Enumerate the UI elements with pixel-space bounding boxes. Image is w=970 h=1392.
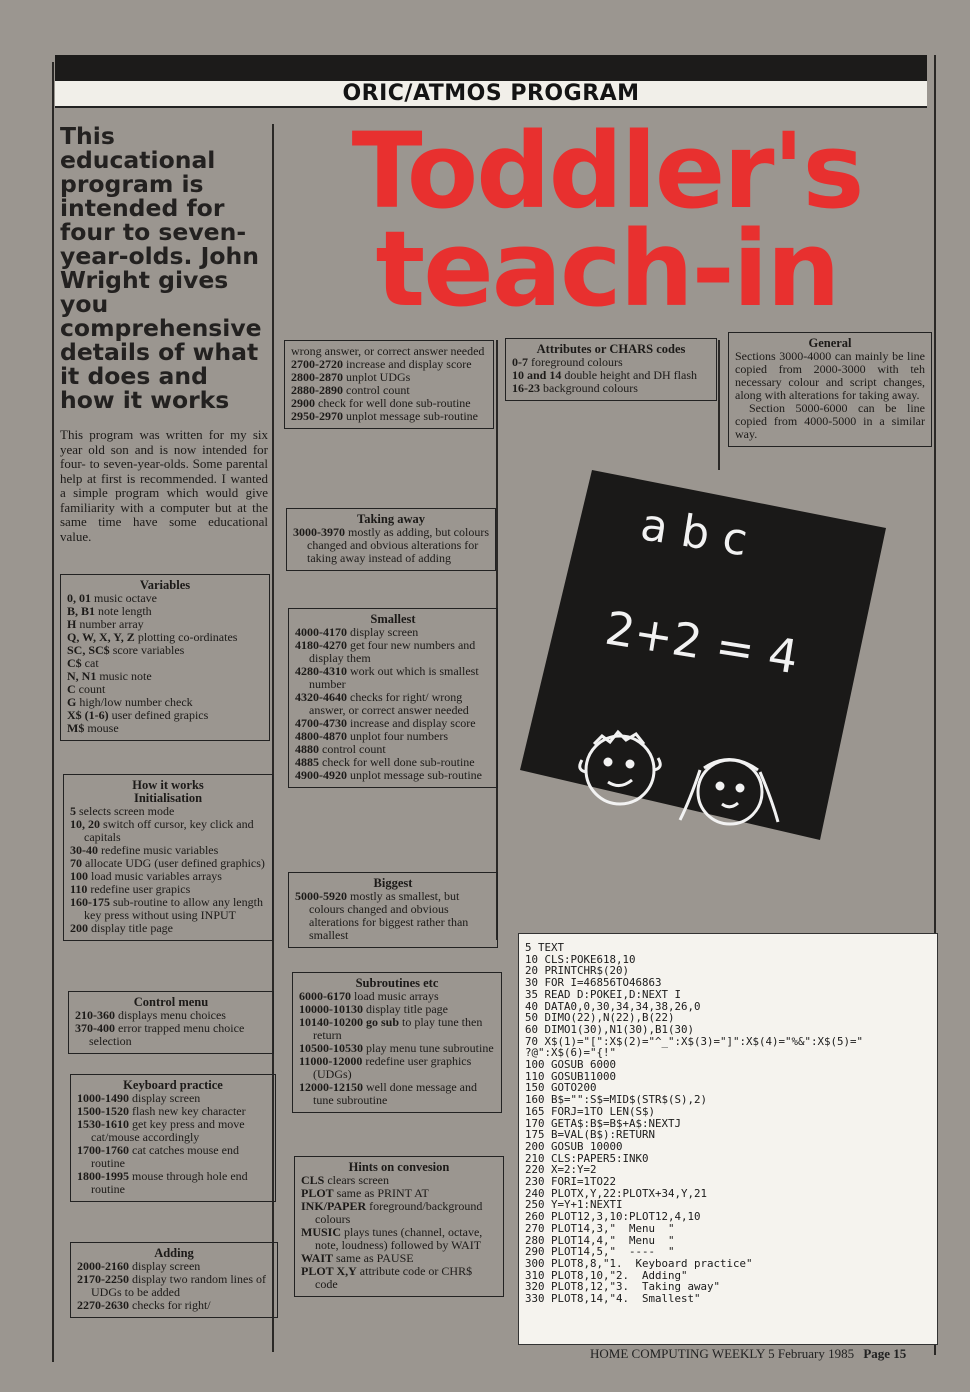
list-entry (70, 818, 266, 844)
entry-key: PLOT X,Y (301, 1264, 357, 1278)
list-entry (295, 691, 491, 717)
entry-key: 0-7 (512, 355, 528, 369)
entry-text: redefine music variables (98, 843, 219, 857)
blackboard-svg (520, 470, 900, 840)
control-menu-title: Control menu (133, 995, 209, 1009)
entry-key: 2700-2720 (291, 357, 343, 371)
entry-text: double height and DH flash (561, 368, 697, 382)
entry-key: 4320-4640 (295, 690, 347, 704)
list-entry (77, 1170, 269, 1196)
entry-key: 3000-3970 (293, 525, 345, 539)
entry-key: 2800-2870 (291, 370, 343, 384)
entry-key: 5000-5920 (295, 889, 347, 903)
taking-away-title: Taking away (357, 512, 425, 526)
entry-text: unplot four numbers (347, 729, 448, 743)
entry-key: 160-175 (70, 895, 110, 909)
how-it-works-list (70, 805, 266, 935)
entry-key: H (67, 617, 77, 631)
code-line: 40 DATA0,0,30,34,34,38,26,0 (525, 999, 701, 1013)
entry-text: get key press and move cat/mouse accordingly (91, 1117, 245, 1144)
adding-continued-box (284, 340, 494, 429)
code-line: 30 FOR I=46856TO46863 (525, 976, 662, 990)
entry-key: 4800-4870 (295, 729, 347, 743)
entry-text: display title page (363, 1002, 448, 1016)
entry-text: mostly as adding, but colours changed and obvious alterations for taking away instead of adding (307, 525, 489, 565)
entry-key: SC, SC$ (67, 643, 110, 657)
entry-key: 0, 01 (67, 591, 91, 605)
biggest-list (295, 890, 491, 942)
entry-key: 30-40 (70, 843, 98, 857)
taking-away-list (293, 526, 489, 565)
list-entry (77, 1299, 271, 1312)
entry-text: mouse (84, 721, 119, 735)
entry-key: 10, 20 (70, 817, 100, 831)
list-entry (67, 722, 263, 735)
entry-text: switch off cursor, key click and capitals (84, 817, 254, 844)
entry-key: MUSIC (301, 1225, 342, 1239)
code-line: 220 X=2:Y=2 (525, 1163, 597, 1177)
keyboard-practice-list (77, 1092, 269, 1196)
entry-key: 4280-4310 (295, 664, 347, 678)
entry-key: INK/PAPER (301, 1199, 367, 1213)
entry-text: number array (76, 617, 144, 631)
entry-text: play menu tune subroutine (363, 1041, 494, 1055)
entry-text: checks for right/ (129, 1298, 211, 1312)
entry-key: 1500-1520 (77, 1104, 129, 1118)
entry-key: PLOT (301, 1186, 334, 1200)
hints-list (301, 1174, 497, 1291)
entry-key: B, B1 (67, 604, 96, 618)
entry-text: user defined grapics (108, 708, 209, 722)
entry-key: 1700-1760 (77, 1143, 129, 1157)
biggest-title: Biggest (373, 876, 413, 890)
code-line: 150 GOTO200 (525, 1081, 597, 1095)
list-entry (301, 1200, 497, 1226)
entry-text: wrong answer, or correct answer needed (291, 344, 485, 358)
entry-key: C (67, 682, 76, 696)
variables-title: Variables (139, 578, 191, 592)
subroutines-list (299, 990, 495, 1107)
title-line-1: Toddler's (351, 110, 863, 232)
entry-text: note length (95, 604, 152, 618)
blackboard-illustration (520, 470, 900, 840)
entry-text: mostly as smallest, but colours changed and obvious alterations for biggest rather than smallest (309, 889, 469, 942)
entry-key: 12000-12150 (299, 1080, 363, 1094)
entry-text: checks for right/ wrong answer, or correct answer needed (309, 690, 469, 717)
list-entry (301, 1226, 497, 1252)
code-line: 170 GETA$:B$=B$+A$:NEXTJ (525, 1116, 682, 1130)
entry-key: 16-23 (512, 381, 540, 395)
article-title (292, 110, 922, 330)
entry-text: high/low number check (76, 695, 193, 709)
entry-text: music note (96, 669, 152, 683)
hints-box (294, 1156, 504, 1297)
entry-key: 10 and 14 (512, 368, 562, 382)
list-entry (512, 382, 710, 395)
entry-text: display screen (347, 625, 419, 639)
list-entry (77, 1144, 269, 1170)
entry-text: load music arrays (351, 989, 439, 1003)
entry-text: unplot message sub-routine (347, 768, 482, 782)
entry-key: 1530-1610 (77, 1117, 129, 1131)
entry-text: sub-routine to allow any length key press without using INPUT (84, 895, 263, 922)
entry-text: control count (319, 742, 386, 756)
entry-text: attribute code or CHR$ code (315, 1264, 473, 1291)
code-line: 160 B$="":S$=MID$(STR$(S),2) (525, 1093, 708, 1107)
entry-text: cat catches mouse end routine (91, 1143, 239, 1170)
entry-text: unplot message sub-routine (343, 409, 478, 423)
attributes-box (505, 338, 717, 401)
entry-key: CLS (301, 1173, 325, 1187)
attributes-title: Attributes or CHARS codes (536, 342, 686, 356)
entry-text: mouse through hole end routine (91, 1169, 248, 1196)
adding-list (77, 1260, 271, 1312)
attributes-list (512, 356, 710, 395)
entry-text: redefine user graphics (UDGs) (313, 1054, 472, 1081)
entry-text: same as PRINT AT (333, 1186, 429, 1200)
title-line-2: teach-in (375, 208, 839, 330)
variables-list (67, 592, 263, 735)
blackboard-sum: 2+2 = 4 (601, 600, 802, 685)
subroutines-title: Subroutines etc (355, 976, 439, 990)
entry-text: work out which is smallest number (309, 664, 479, 691)
general-box (728, 332, 932, 447)
entry-key: 4885 (295, 755, 319, 769)
entry-key: 4000-4170 (295, 625, 347, 639)
list-entry (75, 1022, 267, 1048)
control-menu-box (68, 991, 274, 1054)
entry-text: foreground/background colours (315, 1199, 483, 1226)
hints-title: Hints on convesion (348, 1160, 450, 1174)
entry-text: display title page (88, 921, 173, 935)
code-line: 20 PRINTCHR$(20) (525, 964, 630, 978)
general-para-2: Section 5000-6000 can be line copied from 4000-5000 in a similar way. (735, 401, 925, 441)
code-line: 210 CLS:PAPER5:INK0 (525, 1151, 649, 1165)
entry-key: 100 (70, 869, 88, 883)
intro-heading: This educational program is intended for four to seven-year-olds. John Wright gives you comprehensive details of what it does and how it works (60, 122, 262, 414)
column-rule-left (52, 62, 54, 1362)
entry-key: 6000-6170 (299, 989, 351, 1003)
smallest-title: Smallest (370, 612, 416, 626)
entry-text: increase and display score (343, 357, 472, 371)
entry-key: 2170-2250 (77, 1272, 129, 1286)
entry-text: allocate UDG (user defined graphics) (82, 856, 265, 870)
entry-key: WAIT (301, 1251, 334, 1265)
list-entry (77, 1273, 271, 1299)
code-line: 165 FORJ=1TO LEN(S$) (525, 1104, 656, 1118)
code-line: ?@":X$(6)="{!" (525, 1046, 617, 1060)
entry-text: cat (81, 656, 99, 670)
entry-text: increase and display score (347, 716, 476, 730)
entry-key: 210-360 (75, 1008, 115, 1022)
variables-box (60, 574, 270, 741)
entry-key: 1800-1995 (77, 1169, 129, 1183)
entry-key: 4900-4920 (295, 768, 347, 782)
entry-key: N, N1 (67, 669, 97, 683)
list-entry (295, 639, 491, 665)
entry-text: well done message and tune subroutine (313, 1080, 477, 1107)
code-line: 260 PLOT12,3,10:PLOT12,4,10 (525, 1210, 701, 1224)
blackboard-letters: a b c (637, 499, 751, 567)
entry-text: selects screen mode (76, 804, 175, 818)
page-footer (590, 1346, 906, 1362)
code-line: 290 PLOT14,5," ---- " (525, 1245, 675, 1259)
code-line: 250 Y=Y+1:NEXTI (525, 1198, 623, 1212)
entry-text: plotting co-ordinates (134, 630, 238, 644)
taking-away-box (286, 508, 496, 571)
code-line: 5 TEXT (525, 941, 565, 954)
adding-continued-list (291, 345, 487, 423)
entry-text: clears screen (324, 1173, 389, 1187)
list-entry (299, 1016, 495, 1042)
entry-text: music octave (91, 591, 157, 605)
general-title: General (808, 336, 852, 350)
entry-text: plays tunes (channel, octave, note, loudness) followed by WAIT (315, 1225, 483, 1252)
entry-text: score variables (109, 643, 185, 657)
code-line: 200 GOSUB 10000 (525, 1139, 623, 1153)
entry-text: to play tune then return (313, 1015, 483, 1042)
entry-key: 4180-4270 (295, 638, 347, 652)
entry-text: display screen (129, 1259, 201, 1273)
section-banner: ORIC/ATMOS PROGRAM (55, 81, 927, 108)
entry-key: 4700-4730 (295, 716, 347, 730)
code-line: 10 CLS:POKE618,10 (525, 952, 636, 966)
general-para-1: Sections 3000-4000 can mainly be line copied from 2000-3000 with teh necessary colour and script changes, along with alterations for taking away. (735, 349, 925, 402)
smallest-box (288, 608, 498, 788)
entry-key: 1000-1490 (77, 1091, 129, 1105)
entry-text: display two random lines of UDGs to be added (91, 1272, 266, 1299)
code-line: 35 READ D:POKEI,D:NEXT I (525, 987, 682, 1001)
code-line: 175 B=VAL(B$):RETURN (525, 1128, 656, 1142)
entry-key: 10140-10200 go sub (299, 1015, 400, 1029)
entry-text: redefine user grapics (87, 882, 191, 896)
entry-text: error trapped menu choice selection (89, 1021, 245, 1048)
entry-text: flash new key character (129, 1104, 246, 1118)
biggest-box (288, 872, 498, 948)
entry-text: get four new numbers and display them (309, 638, 476, 665)
column-rule-3 (718, 340, 720, 470)
entry-key: 110 (70, 882, 88, 896)
entry-key: M$ (67, 721, 85, 735)
code-line: 320 PLOT8,12,"3. Taking away" (525, 1280, 721, 1294)
code-line: 240 PLOTX,Y,22:PLOTX+34,Y,21 (525, 1186, 708, 1200)
code-line: 50 DIMO(22),N(22),B(22) (525, 1011, 675, 1025)
entry-key: Q, W, X, Y, Z (67, 630, 135, 644)
subroutines-box (292, 972, 502, 1113)
entry-key: X$ (1-6) (67, 708, 109, 722)
list-entry (295, 769, 491, 782)
entry-text: check for well done sub-routine (319, 755, 475, 769)
list-entry (291, 410, 487, 423)
list-entry (299, 1055, 495, 1081)
list-entry (299, 1081, 495, 1107)
entry-key: 4880 (295, 742, 319, 756)
control-menu-list (75, 1009, 267, 1048)
entry-key: 5 (70, 804, 76, 818)
entry-key: 2880-2890 (291, 383, 343, 397)
entry-text: displays menu choices (115, 1008, 226, 1022)
code-listing (518, 933, 938, 1345)
entry-key: G (67, 695, 77, 709)
entry-text: count (75, 682, 106, 696)
adding-title: Adding (154, 1246, 194, 1260)
entry-key: 70 (70, 856, 82, 870)
entry-text: background colours (540, 381, 638, 395)
adding-box (70, 1242, 278, 1318)
list-entry (293, 526, 489, 565)
code-line: 100 GOSUB 6000 (525, 1058, 617, 1072)
entry-text: check for well done sub-routine (315, 396, 471, 410)
entry-text: foreground colours (528, 355, 623, 369)
smallest-list (295, 626, 491, 782)
entry-key: 10000-10130 (299, 1002, 363, 1016)
keyboard-practice-box (70, 1074, 276, 1202)
how-it-works-subtitle: Initialisation (133, 791, 203, 805)
list-entry (70, 896, 266, 922)
list-entry (295, 890, 491, 942)
entry-key: 2950-2970 (291, 409, 343, 423)
entry-key: 370-400 (75, 1021, 115, 1035)
code-line: 280 PLOT14,4," Menu " (525, 1233, 675, 1247)
top-bar (55, 55, 927, 81)
code-line: 230 FORI=1TO22 (525, 1175, 617, 1189)
list-entry (77, 1118, 269, 1144)
code-line: 110 GOSUB11000 (525, 1069, 617, 1083)
entry-key: 10500-10530 (299, 1041, 363, 1055)
intro-body: This program was written for my six year old son and is now intended for four- to seven-year-olds. Some parental help at first is recommended. I wanted a simple program which would give familiarity with a computer but at the same time have some educational value. (60, 427, 268, 544)
code-line: 310 PLOT8,10,"2. Adding" (525, 1268, 688, 1282)
keyboard-practice-title: Keyboard practice (123, 1078, 223, 1092)
how-it-works-title: How it works (132, 778, 204, 792)
entry-text: load music variables arrays (88, 869, 222, 883)
entry-key: C$ (67, 656, 82, 670)
entry-text: display screen (129, 1091, 201, 1105)
entry-text: unplot UDGs (343, 370, 411, 384)
entry-key: 11000-12000 (299, 1054, 363, 1068)
entry-key: 200 (70, 921, 88, 935)
list-entry (301, 1265, 497, 1291)
footer-publication: HOME COMPUTING WEEKLY 5 February 1985 (590, 1346, 855, 1361)
list-entry (70, 922, 266, 935)
code-line: 70 X$(1)="[":X$(2)="^_":X$(3)="]":X$(4)="%&":X$(5)=" (525, 1034, 864, 1048)
entry-text: control count (343, 383, 410, 397)
list-entry (295, 665, 491, 691)
entry-key: 2270-2630 (77, 1298, 129, 1312)
code-line: 270 PLOT14,3," Menu " (525, 1221, 675, 1235)
page-number: Page 15 (863, 1346, 907, 1361)
code-line: 330 PLOT8,14,"4. Smallest" (525, 1292, 701, 1306)
entry-text: same as PAUSE (333, 1251, 414, 1265)
entry-key: 2900 (291, 396, 315, 410)
entry-key: 2000-2160 (77, 1259, 129, 1273)
code-line: 300 PLOT8,8,"1. Keyboard practice" (525, 1256, 753, 1270)
how-it-works-box (63, 774, 273, 941)
code-line: 60 DIMO1(30),N1(30),B1(30) (525, 1022, 695, 1036)
